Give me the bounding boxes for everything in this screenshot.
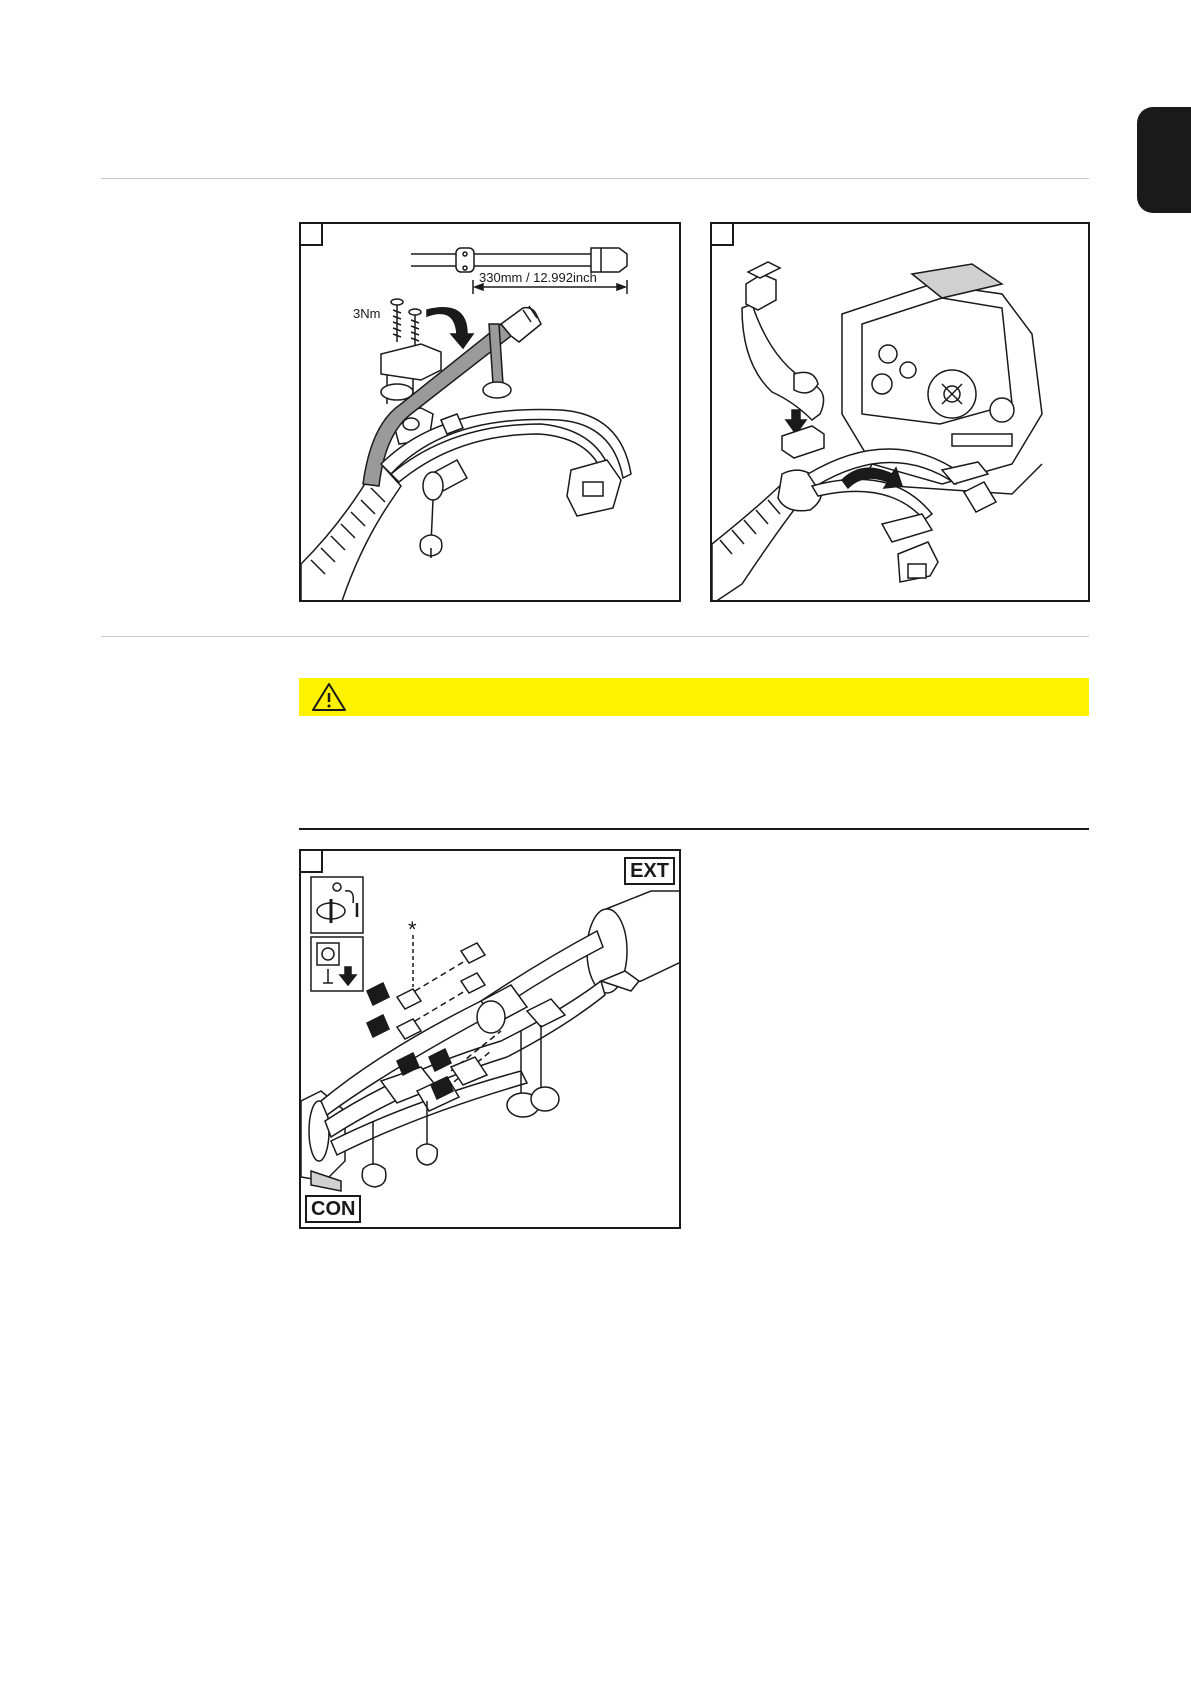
step-number-box xyxy=(301,224,323,246)
figure-interconnecting-hosepack xyxy=(299,849,681,1229)
con-label: CON xyxy=(305,1195,361,1223)
language-tab xyxy=(1137,107,1191,213)
section-divider-top xyxy=(101,178,1089,179)
figure-hose-clamp xyxy=(299,222,681,602)
warning-triangle-icon xyxy=(311,682,347,712)
step-number-box xyxy=(301,851,323,873)
figure-wirefeeder-connection xyxy=(710,222,1090,602)
dimension-label: 330mm / 12.992inch xyxy=(479,270,597,285)
caution-bar xyxy=(299,678,1089,716)
hosepack-illustration xyxy=(301,851,681,1229)
hose-clamp-illustration xyxy=(301,224,681,602)
asterisk-label: * xyxy=(408,917,417,942)
step-number-box xyxy=(712,224,734,246)
section-divider-middle xyxy=(101,636,1089,637)
ext-label: EXT xyxy=(624,857,675,885)
torque-label: 3Nm xyxy=(353,306,381,321)
wirefeeder-illustration xyxy=(712,224,1090,602)
section-rule xyxy=(299,828,1089,830)
